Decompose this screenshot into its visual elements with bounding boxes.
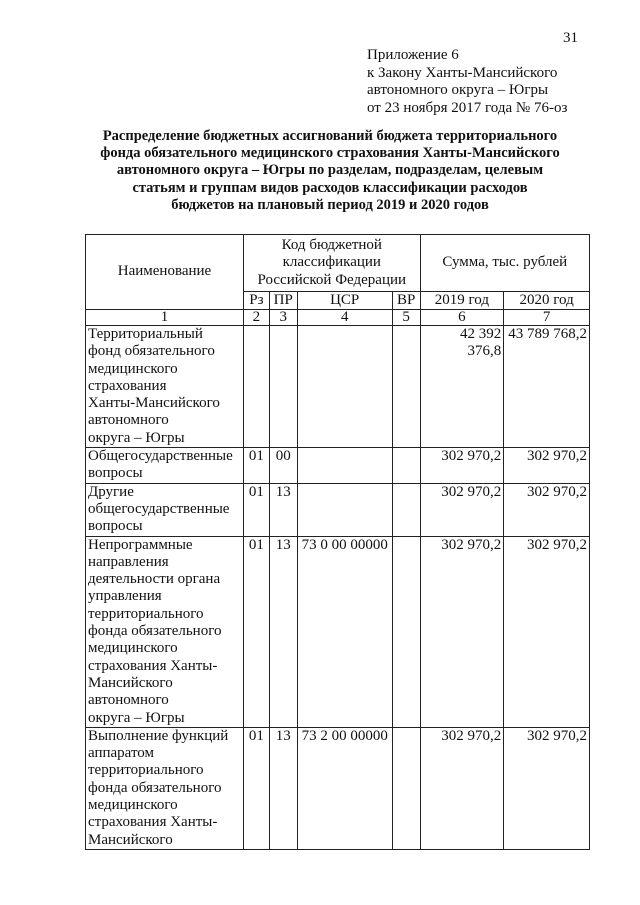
row-pr: 00 bbox=[269, 448, 297, 484]
row-name-line: общегосударственные bbox=[88, 500, 230, 517]
row-name-line: медицинского bbox=[88, 797, 178, 814]
row-sum-2019: 302 970,2 bbox=[420, 448, 504, 484]
row-name-line: автономного bbox=[88, 412, 169, 429]
row-rz: 01 bbox=[244, 727, 270, 849]
row-name-line: Общегосударственные bbox=[88, 448, 233, 465]
appendix-line: автономного округа – Югры bbox=[367, 82, 549, 98]
column-number: 7 bbox=[504, 310, 590, 326]
row-name bbox=[86, 326, 244, 448]
row-name-line: Территориальный bbox=[88, 326, 203, 342]
row-sum-2020: 43 789 768,2 bbox=[504, 326, 590, 448]
row-name-line: Мансийского bbox=[88, 674, 173, 691]
column-number: 3 bbox=[269, 310, 297, 326]
row-name bbox=[86, 448, 244, 484]
appendix-line: от 23 ноября 2017 года № 76-оз bbox=[367, 99, 568, 116]
header-code-line: Российской Федерации bbox=[257, 271, 407, 288]
row-vr bbox=[392, 483, 420, 536]
row-pr: 13 bbox=[269, 536, 297, 727]
row-csr bbox=[297, 483, 392, 536]
table-row bbox=[86, 727, 590, 849]
header-row bbox=[86, 235, 590, 292]
header-name: Наименование bbox=[86, 235, 244, 310]
header-2020: 2020 год bbox=[504, 292, 590, 310]
table-row bbox=[86, 326, 590, 448]
row-vr bbox=[392, 536, 420, 727]
row-name-line: Мансийского bbox=[88, 831, 173, 848]
column-number: 5 bbox=[392, 310, 420, 326]
row-sum-2019: 302 970,2 bbox=[420, 727, 504, 849]
header-2019: 2019 год bbox=[420, 292, 504, 310]
row-csr bbox=[297, 448, 392, 484]
column-number-row bbox=[86, 310, 590, 326]
row-name-line: территориального bbox=[88, 605, 204, 622]
row-name-line: страхования bbox=[88, 377, 167, 394]
row-name-line: вопросы bbox=[88, 518, 143, 535]
table-row bbox=[86, 448, 590, 484]
row-name bbox=[86, 536, 244, 727]
row-name-line: медицинского bbox=[88, 640, 178, 657]
row-name-line: Другие bbox=[88, 483, 134, 500]
row-name bbox=[86, 727, 244, 849]
row-sum-2020: 302 970,2 bbox=[504, 448, 590, 484]
budget-table bbox=[85, 234, 590, 850]
header-rz: Рз bbox=[244, 292, 270, 310]
row-rz: 01 bbox=[244, 536, 270, 727]
title-line: бюджетов на плановый период 2019 и 2020 годов bbox=[171, 196, 489, 213]
table-row bbox=[86, 483, 590, 536]
appendix-block bbox=[367, 47, 567, 117]
row-sum-2020: 302 970,2 bbox=[504, 483, 590, 536]
row-name-line: фонда обязательного bbox=[88, 779, 222, 796]
row-name-line: округа – Югры bbox=[88, 709, 185, 726]
row-pr: 13 bbox=[269, 483, 297, 536]
row-rz: 01 bbox=[244, 448, 270, 484]
row-name-line: фонд обязательного bbox=[88, 343, 215, 360]
row-csr: 73 0 00 00000 bbox=[297, 536, 392, 727]
row-name-line: автономного bbox=[88, 692, 169, 709]
row-name-line: страхования Ханты- bbox=[88, 814, 218, 831]
row-csr bbox=[297, 326, 392, 448]
title-line: статьям и группам видов расходов классификации расходов bbox=[132, 179, 528, 196]
title-line: фонда обязательного медицинского страхования Ханты-Мансийского bbox=[100, 145, 560, 162]
row-sum-2020: 302 970,2 bbox=[504, 727, 590, 849]
row-pr bbox=[269, 326, 297, 448]
header-code-line: классификации bbox=[282, 254, 381, 271]
row-name-line: Непрограммные bbox=[88, 536, 193, 553]
row-vr bbox=[392, 448, 420, 484]
row-sum-2019: 42 392 376,8 bbox=[420, 326, 504, 448]
document-title bbox=[70, 128, 590, 214]
column-number: 6 bbox=[420, 310, 504, 326]
row-name-line: направления bbox=[88, 553, 169, 570]
row-rz bbox=[244, 326, 270, 448]
header-code-line: Код бюджетной bbox=[281, 237, 382, 254]
row-csr: 73 2 00 00000 bbox=[297, 727, 392, 849]
row-name-line: страхования Ханты- bbox=[88, 657, 218, 674]
row-sum-2019: 302 970,2 bbox=[420, 536, 504, 727]
row-name-line: вопросы bbox=[88, 465, 143, 482]
row-name-line: деятельности органа bbox=[88, 571, 221, 588]
column-number: 1 bbox=[86, 310, 244, 326]
row-name-line: Выполнение функций bbox=[88, 727, 229, 744]
header-csr: ЦСР bbox=[297, 292, 392, 310]
row-name-line: округа – Югры bbox=[88, 429, 185, 446]
appendix-line: Приложение 6 bbox=[367, 47, 459, 63]
appendix-line: к Закону Ханты-Мансийского bbox=[367, 64, 558, 81]
column-number: 2 bbox=[244, 310, 270, 326]
table-row bbox=[86, 536, 590, 727]
header-code-group bbox=[244, 235, 421, 292]
row-name-line: аппаратом bbox=[88, 745, 155, 762]
row-name-line: территориального bbox=[88, 762, 204, 779]
header-pr: ПР bbox=[269, 292, 297, 310]
page-number: 31 bbox=[563, 30, 578, 46]
header-vr: ВР bbox=[392, 292, 420, 310]
row-vr bbox=[392, 727, 420, 849]
row-rz: 01 bbox=[244, 483, 270, 536]
row-name-line: фонда обязательного bbox=[88, 623, 222, 640]
row-pr: 13 bbox=[269, 727, 297, 849]
row-name-line: управления bbox=[88, 588, 162, 605]
row-sum-2020: 302 970,2 bbox=[504, 536, 590, 727]
row-name bbox=[86, 483, 244, 536]
row-name-line: медицинского bbox=[88, 360, 178, 377]
row-name-line: Ханты-Мансийского bbox=[88, 395, 220, 412]
title-line: Распределение бюджетных ассигнований бюджета территориального bbox=[102, 128, 558, 144]
title-line: автономного округа – Югры по разделам, подразделам, целевым bbox=[116, 162, 544, 179]
column-number: 4 bbox=[297, 310, 392, 326]
row-sum-2019: 302 970,2 bbox=[420, 483, 504, 536]
header-sum-group: Сумма, тыс. рублей bbox=[420, 235, 589, 292]
row-vr bbox=[392, 326, 420, 448]
